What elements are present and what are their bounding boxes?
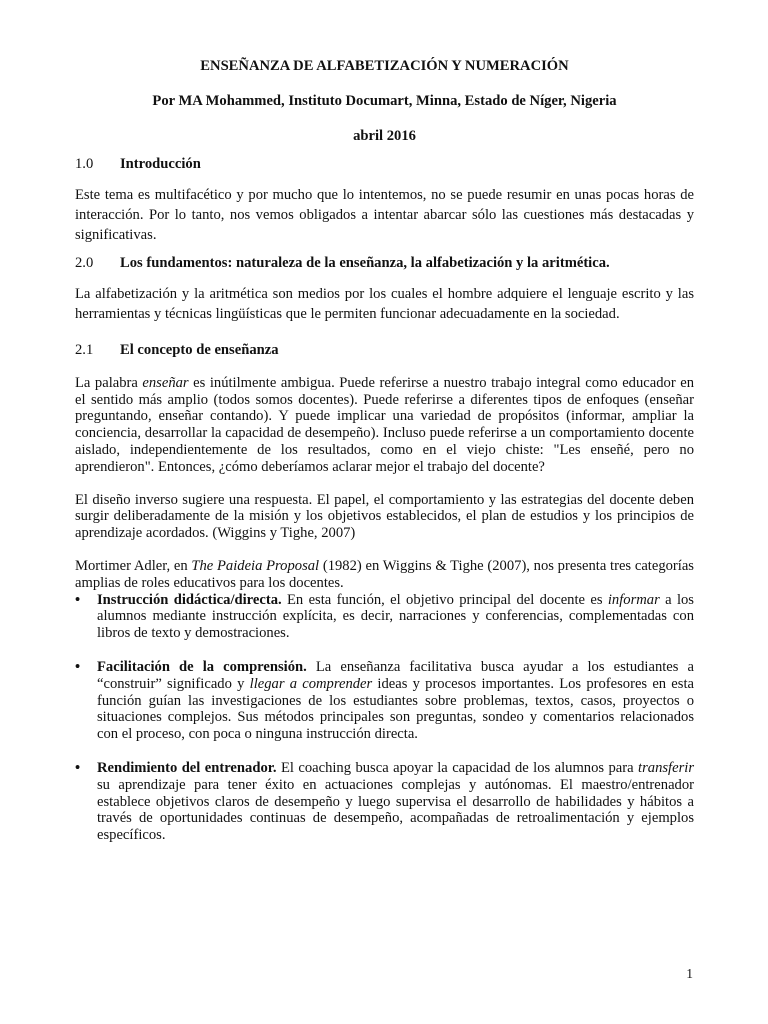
section-title: El concepto de enseñanza <box>120 341 279 358</box>
section-title: Los fundamentos: naturaleza de la enseñanza, la alfabetización y la aritmética. <box>120 255 610 272</box>
concept-paragraph-3: Mortimer Adler, en The Paideia Proposal (1982) en Wiggins & Tighe (2007), nos presenta tres categorías amplias de roles educativos para los docentes. <box>75 557 694 591</box>
section-number: 2.0 <box>75 255 94 272</box>
section-number: 1.0 <box>75 156 94 173</box>
intro-paragraph: Este tema es multifacético y por mucho que lo intentemos, no se puede resumir en unas pocas horas de interacción. Por lo tanto, nos vemos obligados a intentar abarcar sólo las cuestiones más destacadas y significativas. <box>75 187 694 244</box>
list-item-text: Facilitación de la comprensión. La enseñanza facilitativa busca ayudar a los estudiantes a “construir” significado y llegar a comprender ideas y procesos importantes. Los profesores en esta función guían las investigaciones de los estudiantes sobre problemas, textos, casos, proyectos o situaciones complejos. Sus métodos principales son preguntas, sondeo y comentarios relacionados con el proceso, con poca o ninguna instrucción directa. <box>97 658 695 743</box>
roles-list <box>75 592 694 844</box>
bullet-icon: • <box>75 591 81 608</box>
concept-paragraph-2: El diseño inverso sugiere una respuesta. El papel, el comportamiento y las estrategias del docente deben surgir deliberadamente de la misión y los objetivos establecidos, el plan de estudios y los principios de aprendizaje acordados. (Wiggins y Tighe, 2007) <box>75 491 694 542</box>
section-heading-fundamentals <box>75 255 694 272</box>
book-title: The Paideia Proposal <box>191 557 320 574</box>
list-item-didactic <box>75 592 694 642</box>
section-heading-intro <box>75 156 694 173</box>
list-item-text: Rendimiento del entrenador. El coaching busca apoyar la capacidad de los alumnos para transferir su aprendizaje para tener éxito en actuaciones complejas y autónomas. El maestro/entrenador establece objetivos claros de desempeño y luego supervisa el desarrollo de habilidades y hábitos a través de oportunidades continuas de desempeño, acompañadas de retroalimentación y ejemplos específicos. <box>97 759 694 844</box>
section-heading-concept <box>75 342 694 359</box>
list-item-text: Instrucción didáctica/directa. En esta función, el objetivo principal del docente es informar a los alumnos mediante instrucción explícita, es decir, narraciones y conferencias, complementadas con libros de texto y demostraciones. <box>97 591 694 642</box>
document-title: ENSEÑANZA DE ALFABETIZACIÓN Y NUMERACIÓN <box>200 58 569 74</box>
fundamentals-paragraph: La alfabetización y la aritmética son medios por los cuales el hombre adquiere el lenguaje escrito y las herramientas y técnicas lingüísticas que le permiten funcionar adecuadamente en la sociedad. <box>75 285 694 322</box>
document-date: abril 2016 <box>353 127 416 144</box>
page-content <box>75 58 694 844</box>
concept-paragraph-1: La palabra enseñar es inútilmente ambigua. Puede referirse a nuestro trabajo integral como educador en el sentido más amplio (todos somos docentes). Puede referirse a diferentes tipos de enfoques (enseñar preguntando, enseñar contando). Y puede implicar una variedad de propósitos (informar, ampliar la conciencia, desarrollar la capacidad de desempeño). Incluso puede referirse a un comportamiento docente aislado, independientemente de los resultados, como en el viejo chiste: "Les enseñé, pero no aprendieron". Entonces, ¿cómo deberíamos aclarar mejor el trabajo del docente? <box>75 374 694 475</box>
bullet-icon: • <box>75 658 81 675</box>
document-author: Por MA Mohammed, Instituto Documart, Minna, Estado de Níger, Nigeria <box>152 92 617 109</box>
page-number: 1 <box>686 966 693 981</box>
section-title: Introducción <box>120 156 201 173</box>
emphasis-text: enseñar <box>142 374 189 391</box>
list-item-coaching <box>75 760 694 844</box>
list-item-facilitation <box>75 659 694 743</box>
section-number: 2.1 <box>75 341 94 358</box>
bullet-icon: • <box>75 759 81 776</box>
